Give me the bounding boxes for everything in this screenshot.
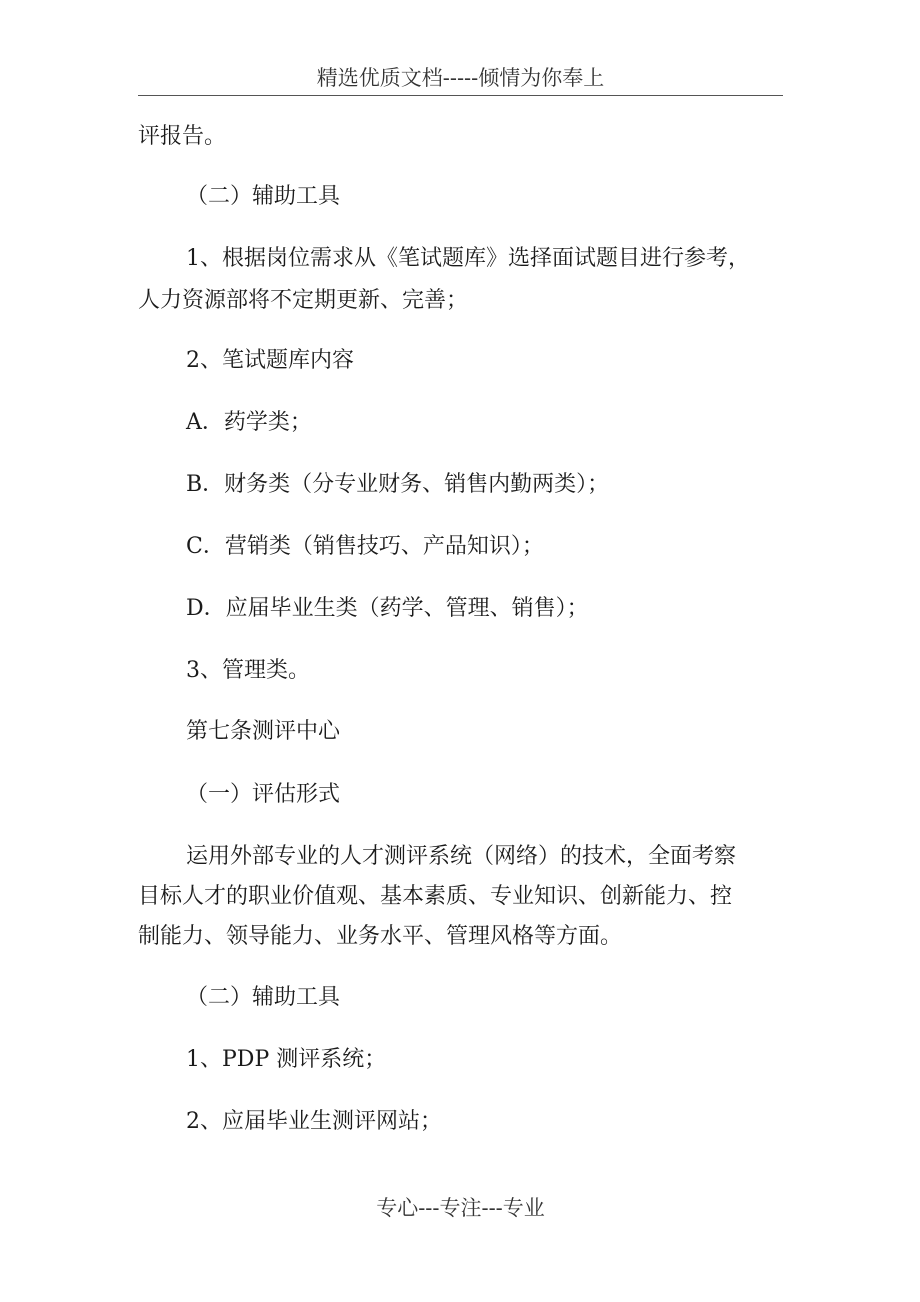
page-header: 精选优质文档-----倾情为你奉上 bbox=[316, 66, 605, 90]
page-footer: 专心---专注---专业 bbox=[376, 1196, 545, 1220]
section-heading: （一）评估形式 bbox=[186, 782, 341, 807]
text-line: 运用外部专业的人才测评系统（网络）的技术，全面考察 bbox=[186, 844, 737, 869]
list-item: B．财务类（分专业财务、销售内勤两类）； bbox=[186, 472, 610, 497]
text-line: 评报告。 bbox=[138, 124, 227, 149]
text-line: 2、笔试题库内容 bbox=[186, 348, 354, 373]
section-heading: （二）辅助工具 bbox=[186, 184, 341, 209]
text-line: 制能力、领导能力、业务水平、管理风格等方面。 bbox=[138, 924, 623, 949]
header-divider bbox=[138, 95, 783, 96]
article-heading: 第七条测评中心 bbox=[186, 719, 341, 744]
list-item: D．应届毕业生类（药学、管理、销售）； bbox=[186, 596, 589, 621]
text-line: 目标人才的职业价值观、基本素质、专业知识、创新能力、控 bbox=[138, 884, 733, 909]
text-line: 人力资源部将不定期更新、完善； bbox=[138, 288, 469, 313]
text-line: 1、根据岗位需求从《笔试题库》选择面试题目进行参考， bbox=[186, 246, 750, 271]
list-item: A．药学类； bbox=[186, 410, 312, 435]
section-heading: （二）辅助工具 bbox=[186, 985, 341, 1010]
list-item: 2、应届毕业生测评网站； bbox=[186, 1109, 442, 1134]
list-item: 1、PDP 测评系统； bbox=[186, 1047, 387, 1072]
list-item: C．营销类（销售技巧、产品知识）； bbox=[186, 534, 544, 559]
text-line: 3、管理类。 bbox=[186, 658, 310, 683]
